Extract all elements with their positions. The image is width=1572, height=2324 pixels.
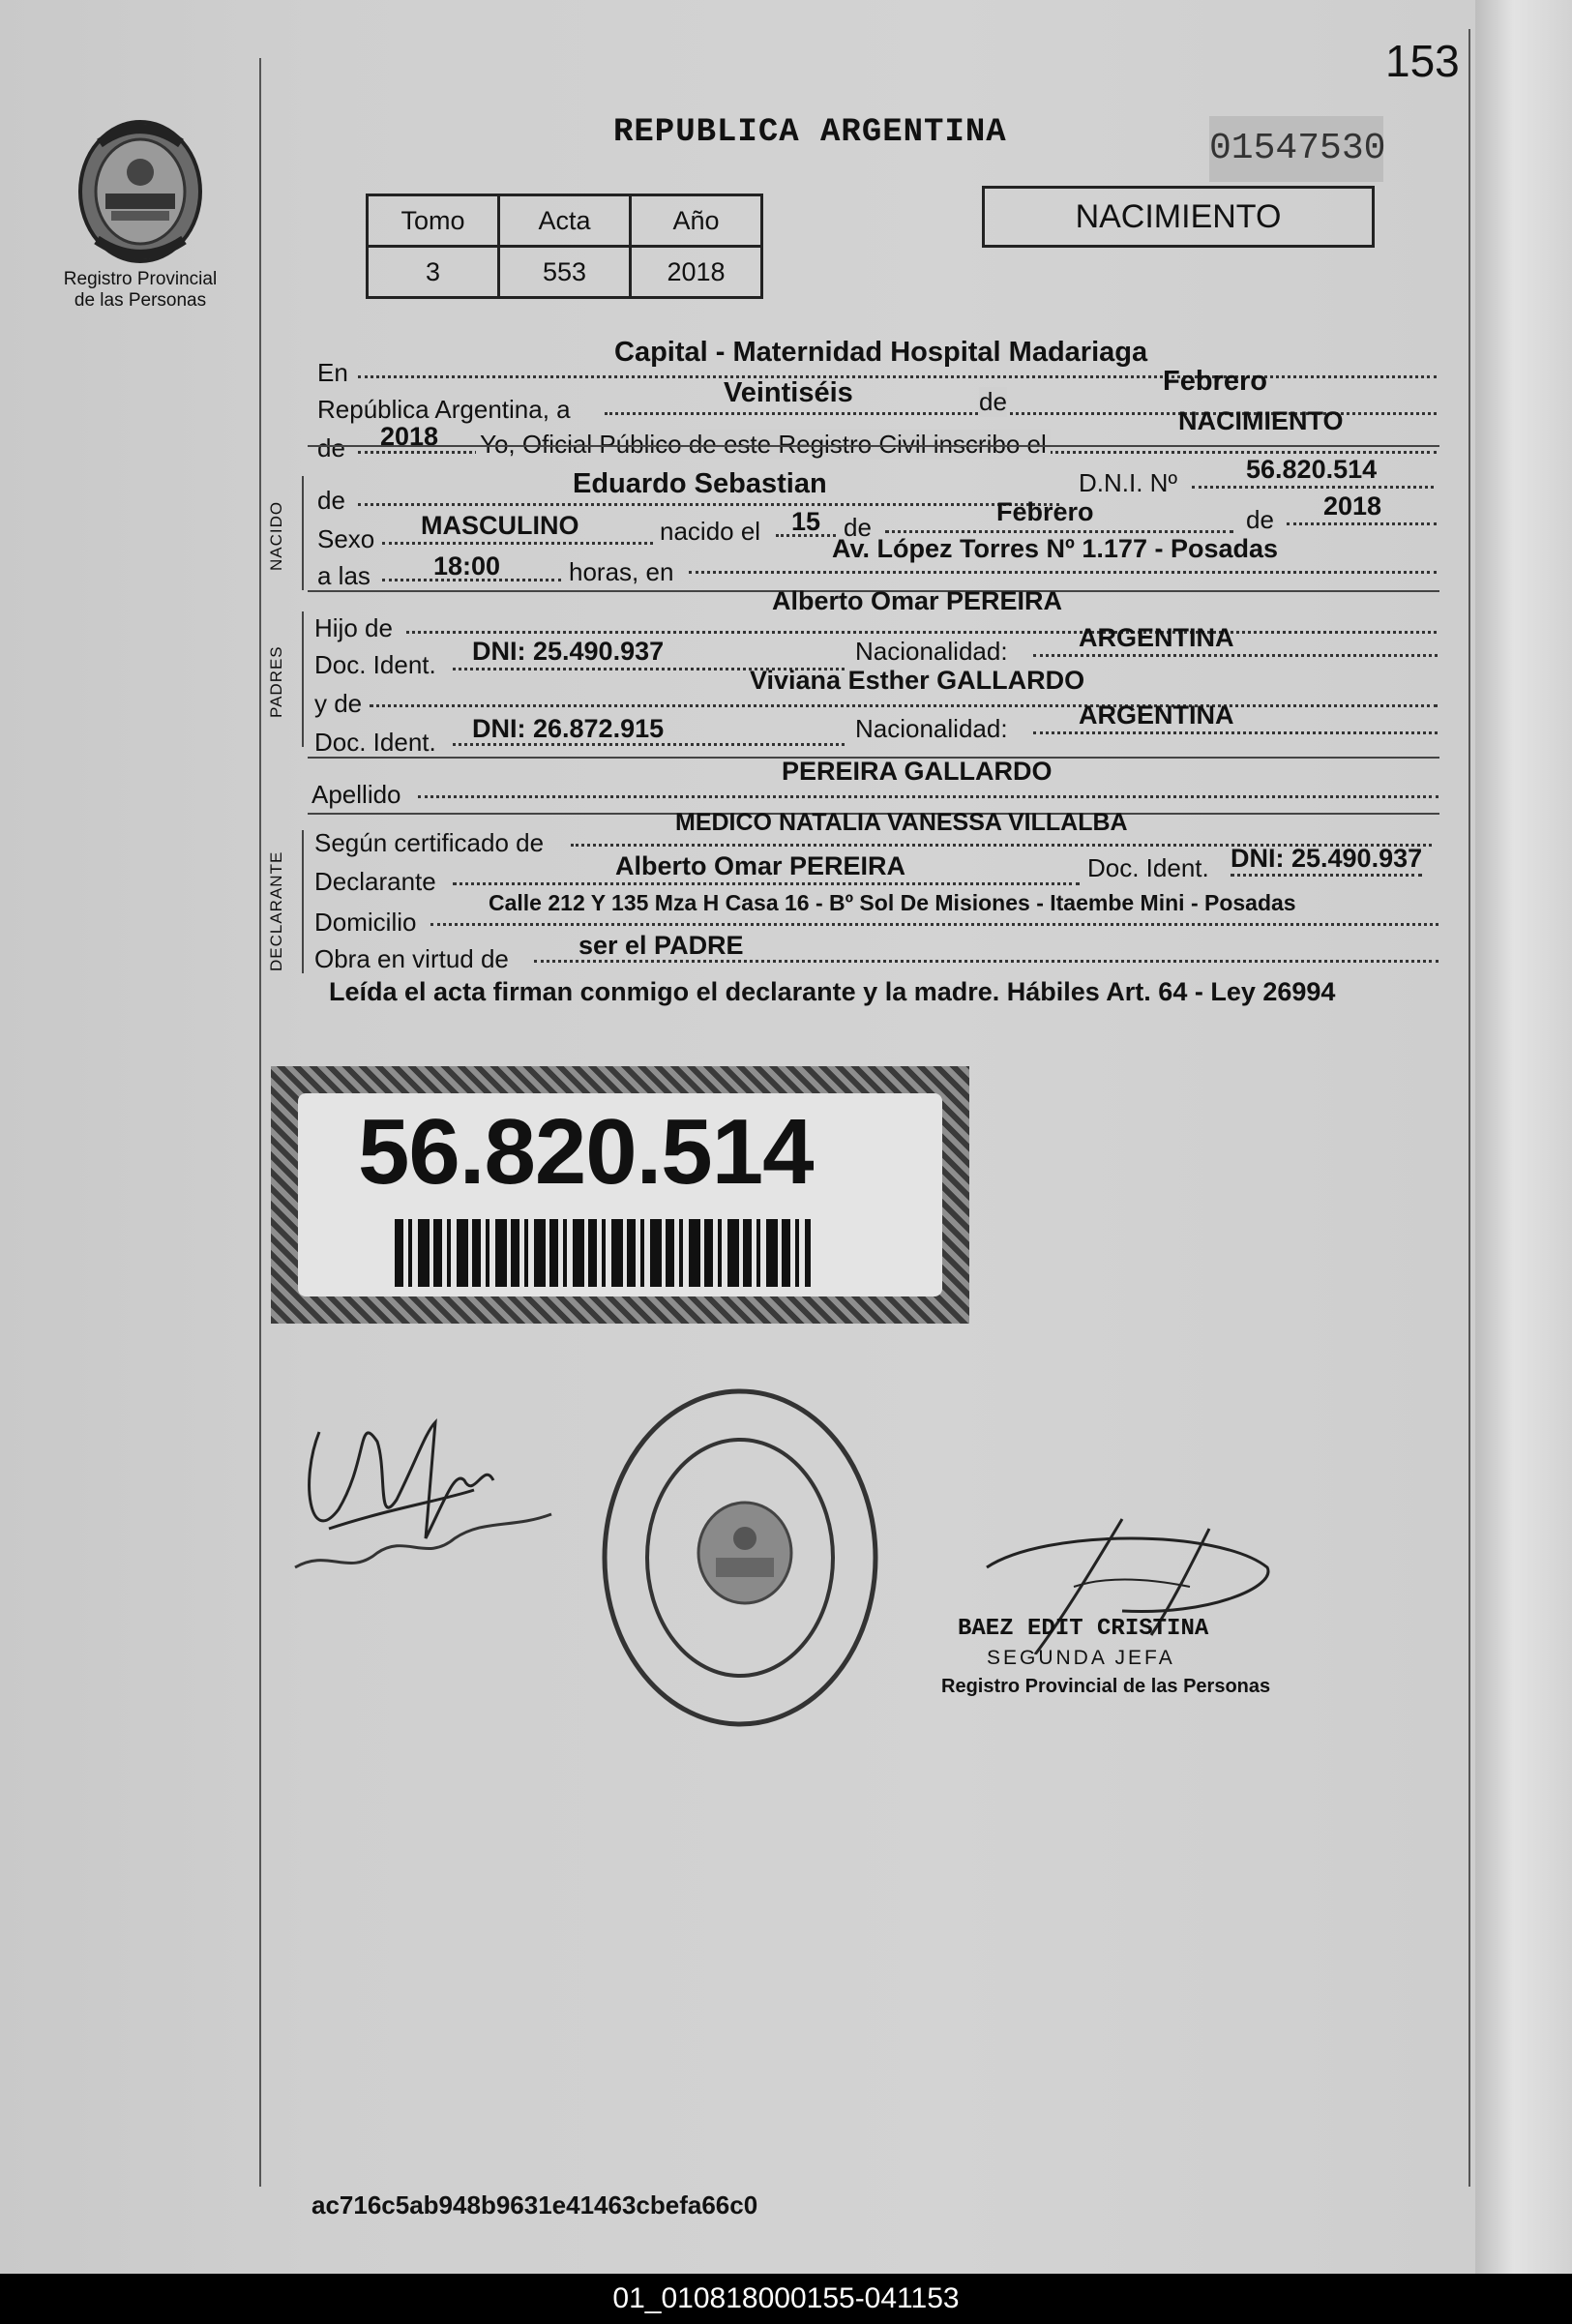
org-line1: Registro Provincial: [63, 269, 218, 289]
official-title: SEGUNDA JEFA: [987, 1647, 1175, 1669]
mother-doc: DNI: 26.872.915: [472, 714, 665, 743]
dotted-line: [1287, 522, 1437, 525]
domicilio-value: Calle 212 Y 135 Mza H Casa 16 - Bº Sol De Misiones - Itaembe Mini - Posadas: [489, 890, 1296, 915]
province-seal-icon: [73, 114, 208, 269]
hijo-de-label: Hijo de: [314, 613, 393, 642]
province-logo: [73, 114, 208, 269]
nacido-el-label: nacido el: [660, 517, 761, 546]
padres-label: PADRES: [267, 645, 285, 718]
record-type-box: NACIMIENTO: [982, 186, 1375, 248]
sexo-label: Sexo: [317, 524, 375, 553]
birth-day: 15: [791, 507, 821, 536]
dni-number: 56.820.514: [358, 1100, 814, 1204]
birth-year: 2018: [1323, 492, 1382, 521]
republica-label: República Argentina, a: [317, 395, 571, 424]
section-rule: [308, 445, 1439, 447]
y-de-label: y de: [314, 689, 363, 718]
dotted-line: [430, 923, 1439, 926]
mother-signature: [290, 1355, 580, 1596]
document-hash: ac716c5ab948b9631e41463cbefa66c0: [311, 2190, 758, 2220]
de-label: de: [979, 387, 1007, 416]
declarante-name: Alberto Omar PEREIRA: [615, 851, 906, 880]
month-text: Febrero: [1163, 366, 1267, 397]
dotted-line: [406, 631, 1437, 634]
stamp-seal-icon: [600, 1384, 880, 1732]
father-nationality: ARGENTINA: [1079, 623, 1234, 652]
dni-sticker: [271, 1066, 969, 1324]
org-name: [39, 269, 242, 312]
ano-value: 2018: [631, 247, 762, 298]
tomo-header: Tomo: [368, 195, 499, 247]
apellido-label: Apellido: [311, 780, 401, 809]
de-label-3: de: [1246, 505, 1274, 534]
father-doc-label: Doc. Ident.: [314, 650, 436, 679]
birth-address: Av. López Torres Nº 1.177 - Posadas: [832, 534, 1279, 563]
official-name: BAEZ EDIT CRISTINA: [958, 1616, 1209, 1642]
dotted-line: [418, 795, 1439, 798]
declarante-label: DECLARANTE: [267, 850, 285, 971]
oficial-text: Yo, Oficial Público de este Registro Civil inscribo el: [476, 430, 1051, 460]
certificado-value: MEDICO NATALIA VANESSA VILLALBA: [675, 809, 1128, 836]
ano-header: Año: [631, 195, 762, 247]
closing-text: Leída el acta firman conmigo el declarante y la madre. Hábiles Art. 64 - Ley 26994: [329, 977, 1336, 1006]
barcode-icon: [395, 1219, 811, 1287]
signature-icon: [290, 1355, 580, 1596]
dotted-line: [1033, 731, 1438, 734]
domicilio-label: Domicilio: [314, 908, 417, 937]
certificado-label: Según certificado de: [314, 828, 545, 857]
dotted-line: [453, 882, 1080, 885]
dni-label: D.N.I. Nº: [1079, 468, 1177, 497]
dotted-line: [358, 375, 1437, 378]
en-label: En: [317, 358, 348, 387]
father-name: Alberto Omar PEREIRA: [772, 586, 1063, 615]
dotted-line: [370, 704, 1438, 707]
obra-value: ser el PADRE: [578, 931, 744, 960]
child-dni: 56.820.514: [1246, 455, 1378, 484]
father-nac-label: Nacionalidad:: [855, 637, 1008, 666]
dotted-line: [1033, 654, 1438, 657]
dotted-line: [1192, 486, 1434, 489]
left-margin-line: [259, 58, 261, 2187]
year-text: 2018: [380, 422, 439, 451]
section-bar: [302, 476, 304, 590]
horas-en-label: horas, en: [569, 557, 674, 586]
a-las-label: a las: [317, 561, 371, 590]
section-bar: [302, 830, 304, 973]
dotted-line: [689, 571, 1437, 574]
declarante-label-text: Declarante: [314, 867, 436, 896]
father-doc: DNI: 25.490.937: [472, 637, 665, 666]
tomo-acta-table: [366, 194, 763, 299]
apellido-value: PEREIRA GALLARDO: [782, 757, 1053, 786]
acta-header: Acta: [499, 195, 631, 247]
obra-label: Obra en virtud de: [314, 944, 509, 973]
nacido-de-label: de: [317, 486, 345, 515]
right-margin-line: [1468, 29, 1470, 2187]
dotted-line: [358, 503, 1059, 506]
birth-time: 18:00: [433, 551, 501, 581]
serial-number: 01547530: [1209, 116, 1383, 182]
acta-value: 553: [499, 247, 631, 298]
page-number: 153: [1385, 36, 1460, 86]
country-title: REPUBLICA ARGENTINA: [613, 114, 1007, 151]
footer-code: 01_010818000155-041153: [0, 2274, 1572, 2324]
mother-nationality: ARGENTINA: [1079, 700, 1234, 730]
dni-sticker-inner: [298, 1093, 942, 1296]
section-bar: [302, 611, 304, 747]
child-name: Eduardo Sebastian: [573, 468, 827, 499]
mother-doc-label: Doc. Ident.: [314, 728, 436, 757]
dotted-line: [885, 530, 1233, 533]
birth-place: Capital - Maternidad Hospital Madariaga: [614, 337, 1148, 368]
official-stamp: [600, 1384, 880, 1732]
declarante-doc-label: Doc. Ident.: [1087, 853, 1209, 882]
mother-name: Viviana Esther GALLARDO: [750, 666, 1085, 695]
nacido-label: NACIDO: [267, 500, 285, 571]
dotted-line: [382, 542, 653, 545]
page-edge: [1475, 0, 1572, 2274]
birth-month: Febrero: [996, 497, 1094, 526]
official-org: Registro Provincial de las Personas: [941, 1676, 1271, 1697]
declarante-doc: DNI: 25.490.937: [1231, 844, 1422, 877]
day-text: Veintiséis: [724, 377, 853, 408]
mother-nac-label: Nacionalidad:: [855, 714, 1008, 743]
tomo-value: 3: [368, 247, 499, 298]
record-type-text: NACIMIENTO: [1178, 406, 1344, 435]
org-line2: de las Personas: [74, 290, 207, 311]
de2-label: de: [317, 433, 345, 462]
de-label-2: de: [844, 513, 872, 542]
sexo-value: MASCULINO: [421, 511, 579, 540]
